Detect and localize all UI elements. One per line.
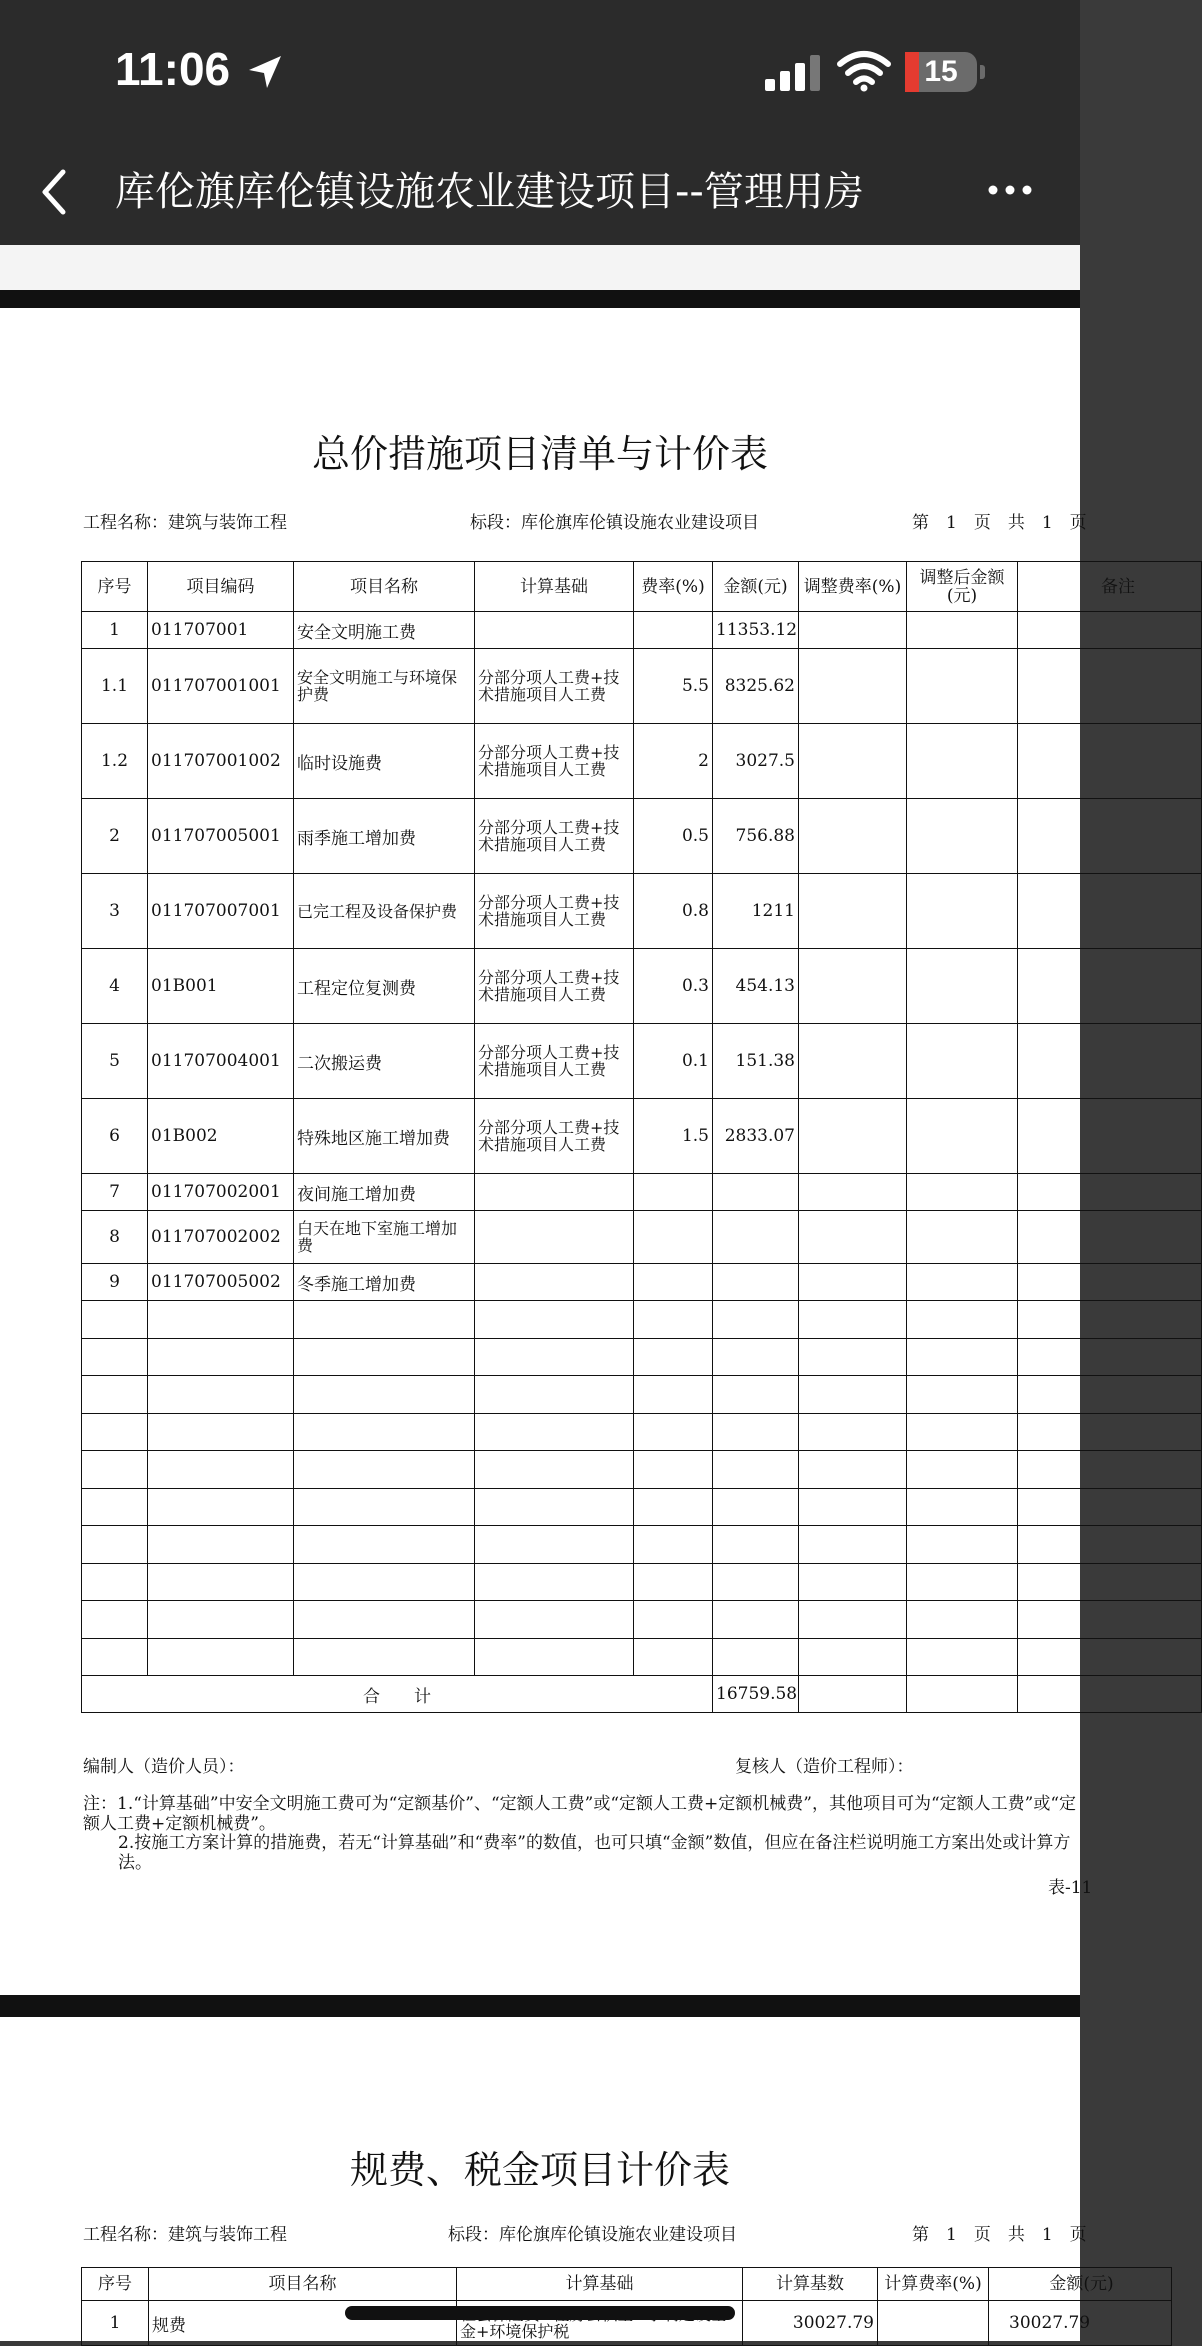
header-cell: 项目名称 xyxy=(294,562,475,612)
cell-no: 1 xyxy=(82,2301,149,2346)
page2-title: 规费、税金项目计价表 xyxy=(349,2148,730,2192)
cell-base: 分部分项人工费+技术措施项目人工费 xyxy=(475,874,634,949)
empty-row xyxy=(82,1488,1202,1526)
cell-amount xyxy=(713,1264,799,1301)
empty-row xyxy=(82,1638,1202,1676)
empty-row xyxy=(82,1526,1202,1564)
cell-base: 金+环境保护税 xyxy=(457,2301,743,2346)
header-cell: 序号 xyxy=(82,2268,149,2301)
cell-amount: 30027.79 xyxy=(989,2301,1172,2346)
empty-row xyxy=(82,1413,1202,1451)
page-divider xyxy=(0,290,1080,308)
cell-code: 011707001002 xyxy=(148,724,294,799)
document-page-1 xyxy=(0,308,1135,1995)
cell-amount: 11353.12 xyxy=(713,612,799,649)
cell-base: 分部分项人工费+技术措施项目人工费 xyxy=(475,649,634,724)
header-cell: 计算费率(%) xyxy=(878,2268,989,2301)
table-row xyxy=(82,949,1202,1024)
table-row xyxy=(82,1211,1202,1264)
cell-amount: 3027.5 xyxy=(713,724,799,799)
page1-title: 总价措施项目清单与计价表 xyxy=(311,432,768,476)
cell-amount: 1211 xyxy=(713,874,799,949)
cell-base: 分部分项人工费+技术措施项目人工费 xyxy=(475,724,634,799)
cell-no: 1.2 xyxy=(82,724,148,799)
cell-base: 分部分项人工费+技术措施项目人工费 xyxy=(475,1024,634,1099)
cell-rate: 5.5 xyxy=(634,649,713,724)
page-gap xyxy=(0,245,1080,291)
cell-name: 已完工程及设备保护费 xyxy=(294,874,475,949)
header-cell: 项目名称 xyxy=(149,2268,457,2301)
header-cell: 计算基础 xyxy=(457,2268,743,2301)
cell-base: 分部分项人工费+技术措施项目人工费 xyxy=(475,1099,634,1174)
header-cell: 费率(%) xyxy=(634,562,713,612)
status-time: 11:06 xyxy=(115,43,231,95)
cell-base xyxy=(475,1264,634,1301)
preparer-label: 编制人（造价人员）： xyxy=(83,1757,245,1777)
header-cell: 金额(元) xyxy=(989,2268,1172,2301)
cell-name: 安全文明施工费 xyxy=(294,612,475,649)
measures-table xyxy=(81,561,1202,1713)
empty-row xyxy=(82,1563,1202,1601)
cell-amount: 8325.62 xyxy=(713,649,799,724)
battery-indicator xyxy=(905,52,985,92)
table-header-row xyxy=(82,2268,1172,2301)
empty-row xyxy=(82,1376,1202,1414)
table-row xyxy=(82,612,1202,649)
page2-project-name: 工程名称：建筑与装饰工程 xyxy=(83,2225,287,2245)
cell-code: 011707005002 xyxy=(148,1264,294,1301)
header-cell: 序号 xyxy=(82,562,148,612)
cell-code: 01B001 xyxy=(148,949,294,1024)
page1-page-info: 第 1 页 共 1 页 xyxy=(912,513,1087,533)
location-arrow-icon xyxy=(245,52,285,92)
page-divider xyxy=(0,1995,1080,2017)
header-cell: 计算基数 xyxy=(743,2268,878,2301)
cell-name: 工程定位复测费 xyxy=(294,949,475,1024)
cell-rate xyxy=(634,1174,713,1211)
empty-row xyxy=(82,1338,1202,1376)
cell-name: 冬季施工增加费 xyxy=(294,1264,475,1301)
document-page-2 xyxy=(0,2017,1114,2341)
cell-base: 分部分项人工费+技术措施项目人工费 xyxy=(475,799,634,874)
cell-code: 011707002001 xyxy=(148,1174,294,1211)
cellular-signal-icon xyxy=(765,55,821,91)
cell-no: 9 xyxy=(82,1264,148,1301)
cell-no: 4 xyxy=(82,949,148,1024)
cell-name: 临时设施费 xyxy=(294,724,475,799)
table-row xyxy=(82,1174,1202,1211)
cell-name: 白天在地下室施工增加费 xyxy=(294,1211,475,1264)
note-2: 2.按施工方案计算的措施费，若无“计算基础”和“费率”的数值，也可只填“金额”数值，但应在备注栏说明施工方案出处或计算方法。 xyxy=(118,1833,1071,1873)
cell-amount: 454.13 xyxy=(713,949,799,1024)
cell-code: 011707002002 xyxy=(148,1211,294,1264)
table-row xyxy=(82,649,1202,724)
cell-base xyxy=(475,1211,634,1264)
cell-no: 3 xyxy=(82,874,148,949)
header-cell: 金额(元) xyxy=(713,562,799,612)
cell-rate: 2 xyxy=(634,724,713,799)
header-cell: 调整后金额(元) xyxy=(907,562,1018,612)
cell-base: 分部分项人工费+技术措施项目人工费 xyxy=(475,949,634,1024)
empty-row xyxy=(82,1301,1202,1339)
table-row xyxy=(82,874,1202,949)
page1-section: 标段：库伦旗库伦镇设施农业建设项目 xyxy=(470,513,759,533)
cell-name: 夜间施工增加费 xyxy=(294,1174,475,1211)
table-header-row xyxy=(82,562,1202,612)
cell-code: 011707004001 xyxy=(148,1024,294,1099)
more-options-icon[interactable] xyxy=(985,175,1035,205)
note-1: 注：1.“计算基础”中安全文明施工费可为“定额基价”、“定额人工费”或“定额人工费+定额机械费”，其他项目可为“定额人工费”或“定额人工费+定额机械费”。 xyxy=(83,1794,1077,1834)
status-bar xyxy=(0,0,1080,140)
cell-amount: 756.88 xyxy=(713,799,799,874)
cell-name: 安全文明施工与环境保护费 xyxy=(294,649,475,724)
page1-project-name: 工程名称：建筑与装饰工程 xyxy=(83,513,287,533)
cell-no: 7 xyxy=(82,1174,148,1211)
cell-rate xyxy=(878,2301,989,2346)
table-number: 表-11 xyxy=(1048,1878,1093,1898)
cell-rate: 0.5 xyxy=(634,799,713,874)
table-row xyxy=(82,1024,1202,1099)
wifi-icon xyxy=(838,50,890,92)
cell-code: 011707007001 xyxy=(148,874,294,949)
cell-no: 2 xyxy=(82,799,148,874)
empty-row xyxy=(82,1601,1202,1639)
cell-no: 1 xyxy=(82,612,148,649)
total-row xyxy=(82,1676,1202,1713)
header-cell: 计算基础 xyxy=(475,562,634,612)
cell-rate xyxy=(634,1211,713,1264)
cell-no: 6 xyxy=(82,1099,148,1174)
cell-basis: 30027.79 xyxy=(743,2301,878,2346)
cell-rate: 0.8 xyxy=(634,874,713,949)
nav-bar xyxy=(0,140,1080,245)
table-row xyxy=(82,1264,1202,1301)
cell-name: 二次搬运费 xyxy=(294,1024,475,1099)
document-title: 库伦旗库伦镇设施农业建设项目--管理用房 xyxy=(115,169,864,215)
page2-section: 标段：库伦旗库伦镇设施农业建设项目 xyxy=(448,2225,737,2245)
cell-rate xyxy=(634,612,713,649)
cell-amount xyxy=(713,1174,799,1211)
back-chevron-icon[interactable] xyxy=(35,162,75,222)
cell-amount: 2833.07 xyxy=(713,1099,799,1174)
cell-base xyxy=(475,1174,634,1211)
table-row xyxy=(82,1099,1202,1174)
cell-code: 011707001001 xyxy=(148,649,294,724)
total-label: 合 计 xyxy=(82,1676,713,1713)
cell-amount: 151.38 xyxy=(713,1024,799,1099)
cell-name: 特殊地区施工增加费 xyxy=(294,1099,475,1174)
cell-rate xyxy=(634,1264,713,1301)
cell-rate: 0.3 xyxy=(634,949,713,1024)
cell-name: 规费 xyxy=(149,2301,457,2346)
cell-rate: 0.1 xyxy=(634,1024,713,1099)
cell-code: 011707005001 xyxy=(148,799,294,874)
cell-code: 01B002 xyxy=(148,1099,294,1174)
total-amount: 16759.58 xyxy=(713,1676,799,1713)
header-cell: 调整费率(%) xyxy=(799,562,907,612)
header-cell: 项目编码 xyxy=(148,562,294,612)
empty-row xyxy=(82,1451,1202,1489)
reviewer-label: 复核人（造价工程师）： xyxy=(735,1757,914,1777)
cell-amount xyxy=(713,1211,799,1264)
cell-no: 1.1 xyxy=(82,649,148,724)
cell-rate: 1.5 xyxy=(634,1099,713,1174)
page2-page-info: 第 1 页 共 1 页 xyxy=(912,2225,1087,2245)
table-row xyxy=(82,799,1202,874)
cell-name: 雨季施工增加费 xyxy=(294,799,475,874)
cell-no: 8 xyxy=(82,1211,148,1264)
battery-level: 15 xyxy=(924,55,958,88)
table-row xyxy=(82,724,1202,799)
cell-base xyxy=(475,612,634,649)
cell-no: 5 xyxy=(82,1024,148,1099)
home-indicator[interactable] xyxy=(345,2306,735,2320)
cell-code: 011707001 xyxy=(148,612,294,649)
header-cell: 备注 xyxy=(1018,562,1202,612)
